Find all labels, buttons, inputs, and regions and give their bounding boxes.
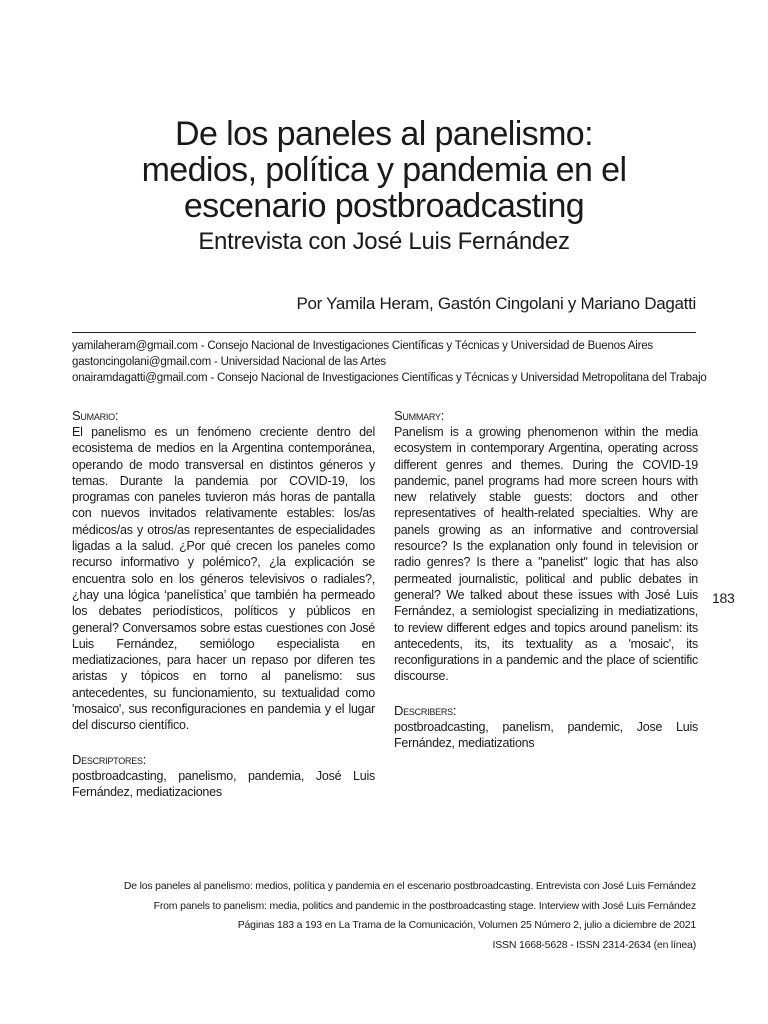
summary-heading: Summary: [394,408,445,423]
title-line: escenario postbroadcasting [183,187,585,225]
footer-line: From panels to panelism: media, politics and pandemic in the postbroadcasting stage. Interview with José Luis Fernández [153,899,696,912]
describers-heading: Describers: [394,702,457,718]
spacer [394,685,698,703]
article-subtitle: Entrevista con José Luis Fernández [198,228,570,255]
describers-text: postbroadcasting, panelism, pandemic, Jose Luis Fernández, mediatizations [394,719,698,751]
article-title [60,116,708,224]
footer-line: ISSN 1668-5628 - ISSN 2314-2634 (en línea) [492,938,696,951]
footer-line: De los paneles al panelismo: medios, política y pandemia en el escenario postbroadcasting. Entrevista con José Luis Fernández [123,880,696,892]
descriptors-heading: Descriptores: [72,751,147,767]
summary-heading: Sumario: [72,408,119,423]
spanish-abstract-column [72,408,375,800]
title-line: De los paneles al panelismo: [175,115,593,153]
english-abstract-column [394,408,698,751]
divider-rule [72,332,696,333]
authors-line: Por Yamila Heram, Gastón Cingolani y Mariano Dagatti [296,294,696,313]
affiliation-line: yamilaheram@gmail.com - Consejo Nacional de Investigaciones Científicas y Técnicas y Universidad de Buenos Aires [72,340,653,352]
descriptors-text: postbroadcasting, panelismo, pandemia, José Luis Fernández, mediatizaciones [72,768,375,799]
citation-footer [56,877,696,955]
title-block [60,116,708,256]
affiliation-line: onairamdagatti@gmail.com - Consejo Nacional de Investigaciones Científicas y Técnicas y Universidad Metropolitana del Trabajo [72,372,707,384]
affiliation-line: gastoncingolani@gmail.com - Universidad Nacional de las Artes [72,356,386,368]
footer-line: Páginas 183 a 193 en La Trama de la Comunicación, Volumen 25 Número 2, julio a diciembre de 2021 [237,919,696,931]
page-number: 183 [712,590,735,606]
affiliations [72,338,712,386]
title-line: medios, política y pandemia en el [141,151,627,189]
summary-text: Panelism is a growing phenomenon within the media ecosystem in contemporary Argentina, operating across different genres and themes. During the COVID-19 pandemic, panel programs had more screen hours with new relatively stable guests: doctors and other representatives of health-related specialties. Why are panels growing as an informative and controversial resource? Is the explanation only found in television or radio genres? Is there a "panelist" logic that has also permeated journalistic, political and public debates in general? We talked about these issues with José Luis Fernández, a semiologist specializing in mediatizations, to review different edges and topics around panelism: its antecedents, its, its textuality as a 'mosaic', its reconfigurations in a pandemic and the place of scientific discourse. [394,425,698,684]
spacer [72,734,375,752]
summary-text: El panelismo es un fenómeno creciente dentro del ecosistema de medios en la Argentina contemporánea, operando de modo transversal en distintos géneros y temas. Durante la pandemia por COVID-19, los programas con paneles tuvieron más horas de pantalla con nuevos invitados relativamente estables: los/as médicos/as y otros/as representantes de especialidades ligadas a la salud. ¿Por qué crecen los paneles como recurso informativo y polémico?, ¿la explicación se encuentra solo en los géneros televisivos o radiales?, ¿hay una lógica ‘panelística’ que también ha permeado los debates periodísticos, políticos y públicos en general? Conversamos sobre estas cuestiones con José Luis Fernández, semiólogo especialista en mediatizaciones, para hacer un repaso por diferen tes aristas y tópicos en torno al panelismo: sus antecedentes, su funcionamiento, su textualidad como 'mosaico', sus reconfiguraciones en pandemia y el lugar del discurso científico. [72,425,375,733]
